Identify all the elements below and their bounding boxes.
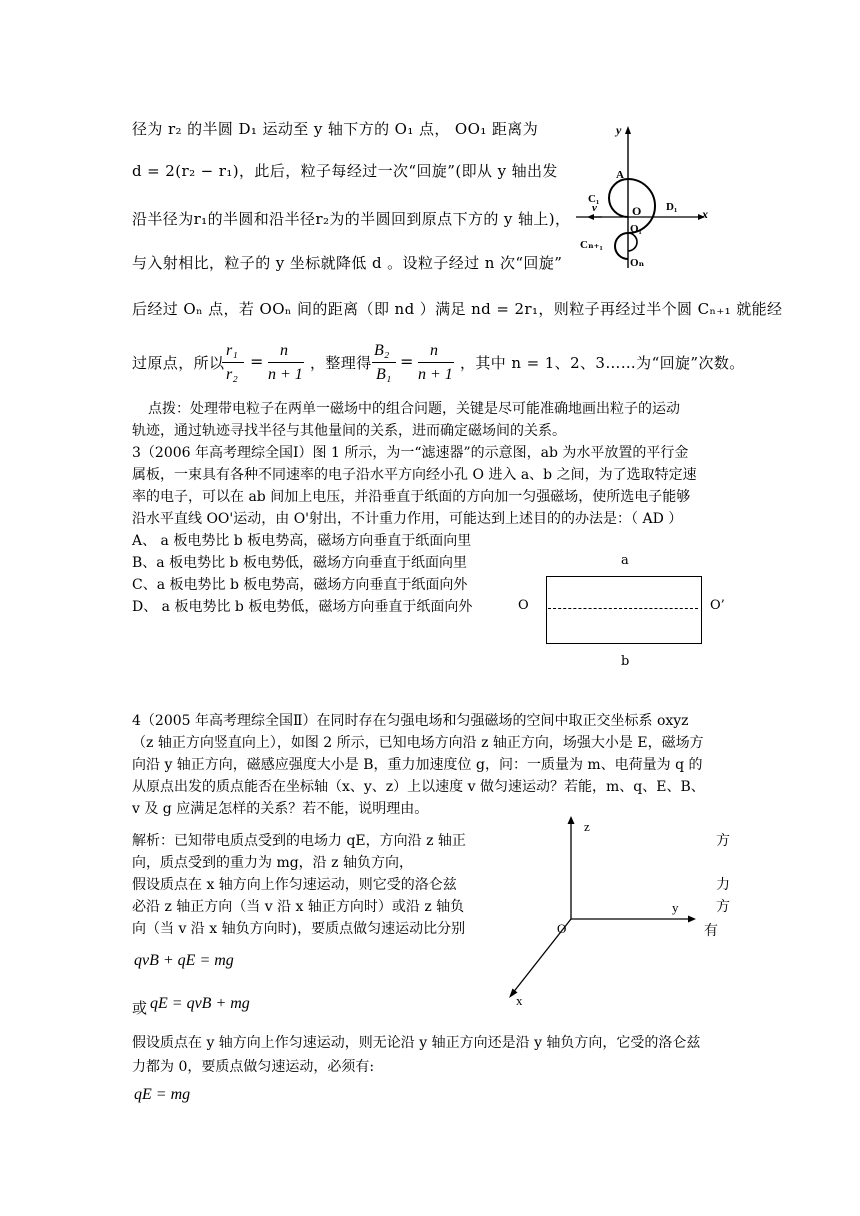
analysis-line3: 假设质点在 x 轴方向上作匀速运动，则它受的洛仑兹 [132, 877, 457, 893]
label-x: x [702, 207, 708, 221]
para1-line4: 与入射相比，粒子的 y 坐标就降低 d 。设粒子经过 n 次“回旋” [132, 254, 563, 272]
q3-line2: 属板，一束具有各种不同速率的电子沿水平方向经小孔 O 进入 a、b 之间，为了选取特定速 [132, 467, 697, 483]
q3-option-d: D、 a 板电势比 b 板电势低，磁场方向垂直于纸面向外 [132, 599, 473, 615]
fraction-bar [268, 362, 304, 363]
fraction-bar [222, 362, 244, 363]
para1-line6c: ，其中 n = 1、2、3……为“回旋”次数。 [460, 354, 745, 372]
exit-o-prime-label: O’ [710, 598, 725, 613]
analysis-line4: 必沿 z 轴正方向（当 v 沿 x 轴正方向时）或沿 z 轴负 [132, 899, 465, 915]
label-d1: D₁ [666, 201, 678, 213]
analysis-line5: 向（当 v 沿 x 轴负方向时)，要质点做匀速运动比分别 [132, 921, 466, 937]
label-on: Oₙ [630, 257, 645, 269]
xyz-axes-figure [500, 810, 710, 1010]
frac2-numerator: n [280, 342, 288, 359]
y-axis-arrow [688, 916, 696, 923]
analysis-line2: 向，质点受到的重力为 mg，沿 z 轴负方向， [132, 855, 413, 871]
analysis-line1: 解析：已知带电质点受到的电场力 qE，方向沿 z 轴正 [132, 833, 466, 849]
frac1-denominator: r₂ [226, 366, 238, 383]
q3-option-b: B、a 板电势比 b 板电势低，磁场方向垂直于纸面向里 [132, 555, 467, 571]
z-axis-arrow [568, 816, 575, 824]
equals-sign: = [250, 352, 264, 371]
q3-line3: 率的电子，可以在 ab 间加上电压，并沿垂直于纸面的方向加一匀强磁场，使所选电子能够 [132, 489, 691, 505]
frac4-numerator: n [430, 342, 438, 359]
label-origin: O [632, 204, 642, 218]
para1-line1: 径为 r₂ 的半圆 D₁ 运动至 y 轴下方的 O₁ 点， OO₁ 距离为 [132, 120, 539, 138]
q3-option-a: A、 a 板电势比 b 板电势高，磁场方向垂直于纸面向里 [132, 533, 472, 549]
spiral-trajectory-figure [568, 118, 718, 273]
label-v: v [592, 202, 597, 214]
frac1-numerator: r₁ [226, 342, 238, 359]
q4-line3: 向沿 y 轴正方向，磁感应强度大小是 B，重力加速度位 g，问：一质量为 m、电荷量为 q 的 [132, 757, 703, 773]
analysis-line4-end: 方 [716, 899, 730, 915]
equals-sign: = [400, 352, 414, 371]
arc-cn1 [615, 233, 628, 259]
plate-a-label: a [621, 553, 629, 568]
capacitor-plates-box [546, 576, 702, 644]
arc-small [628, 233, 637, 251]
label-y: y [672, 900, 679, 915]
equation-1: qvB + qE = mg [134, 952, 234, 969]
entry-o-label: O [518, 598, 529, 613]
para1-line5: 后经过 Oₙ 点，若 OOₙ 间的距离（即 nd ）满足 nd = 2r₁，则粒子再经过半个圆 Cₙ₊₁ 就能经 [132, 300, 783, 318]
analysis-line7: 力都为 0，要质点做匀速运动，必须有: [132, 1059, 375, 1075]
equation-2: qE = qvB + mg [150, 995, 250, 1012]
q3-line4: 沿水平直线 OO'运动，由 O'射出，不计重力作用，可能达到上述目的的办法是：（ AD ） [132, 511, 683, 527]
fraction-bar [418, 362, 454, 363]
analysis-line3-end: 力 [716, 877, 730, 893]
arc-c1 [609, 179, 628, 217]
plate-b-label: b [621, 654, 630, 669]
oo-prime-dashed-line [548, 608, 698, 609]
frac3-denominator: B₁ [376, 366, 392, 383]
analysis-line6: 假设质点在 y 轴方向上作匀速运动，则无论沿 y 轴正方向还是沿 y 轴负方向，它受的洛仑兹 [132, 1035, 701, 1051]
analysis-line5-end: 有 [704, 923, 718, 939]
q4-line1: 4（2005 年高考理综全国Ⅱ）在同时存在匀强电场和匀强磁场的空间中取正交坐标系 oxyz [132, 713, 689, 729]
label-o1: O₁ [630, 223, 642, 235]
velocity-arrowhead [587, 214, 594, 220]
label-z: z [584, 819, 590, 834]
y-axis-arrow [625, 126, 631, 134]
q4-line4: 从原点出发的质点能否在坐标轴（x、y、z）上以速度 v 做匀速运动？若能，m、q、E、B、 [132, 779, 705, 795]
q4-line2: （z 轴正方向竖直向上），如图 2 所示，已知电场方向沿 z 轴正方向，场强大小是 E，磁场方 [132, 735, 704, 751]
equation-2-prefix: 或 [132, 999, 148, 1017]
label-y: y [616, 123, 622, 137]
comment-line2: 轨迹，通过轨迹寻找半径与其他量间的关系，进而确定磁场间的关系。 [132, 423, 566, 439]
label-cn1: Cₙ₊₁ [580, 239, 603, 251]
frac4-denominator: n + 1 [418, 366, 453, 383]
para1-line2: d = 2(r₂ − r₁)，此后，粒子每经过一次“回旋”(即从 y 轴出发 [132, 162, 558, 180]
q4-line5: v 及 g 应满足怎样的关系？若不能，说明理由。 [132, 801, 429, 817]
para1-line6a: 过原点，所以 [132, 354, 225, 372]
para1-line6b: ，整理得 [310, 354, 372, 372]
fraction-bar [372, 362, 396, 363]
para1-line3: 沿半径为r₁的半圆和沿半径r₂为的半圆回到原点下方的 y 轴上)， [132, 210, 571, 228]
label-a: A [616, 169, 624, 181]
q3-line1: 3（2006 年高考理综全国Ⅰ）图 1 所示，为一“滤速器”的示意图，ab 为水平放置的平行金 [132, 445, 689, 461]
analysis-line1-end: 方 [716, 833, 730, 849]
frac2-denominator: n + 1 [268, 366, 303, 383]
label-c1: C₁ [588, 193, 600, 205]
equation-3: qE = mg [134, 1086, 191, 1103]
q3-option-c: C、a 板电势比 b 板电势高，磁场方向垂直于纸面向外 [132, 577, 468, 593]
comment-line1: 点拨：处理带电粒子在两单一磁场中的组合问题，关键是尽可能准确地画出粒子的运动 [148, 401, 680, 417]
frac3-numerator: B₂ [374, 342, 390, 359]
label-origin: O [557, 921, 567, 936]
label-x: x [516, 993, 523, 1008]
